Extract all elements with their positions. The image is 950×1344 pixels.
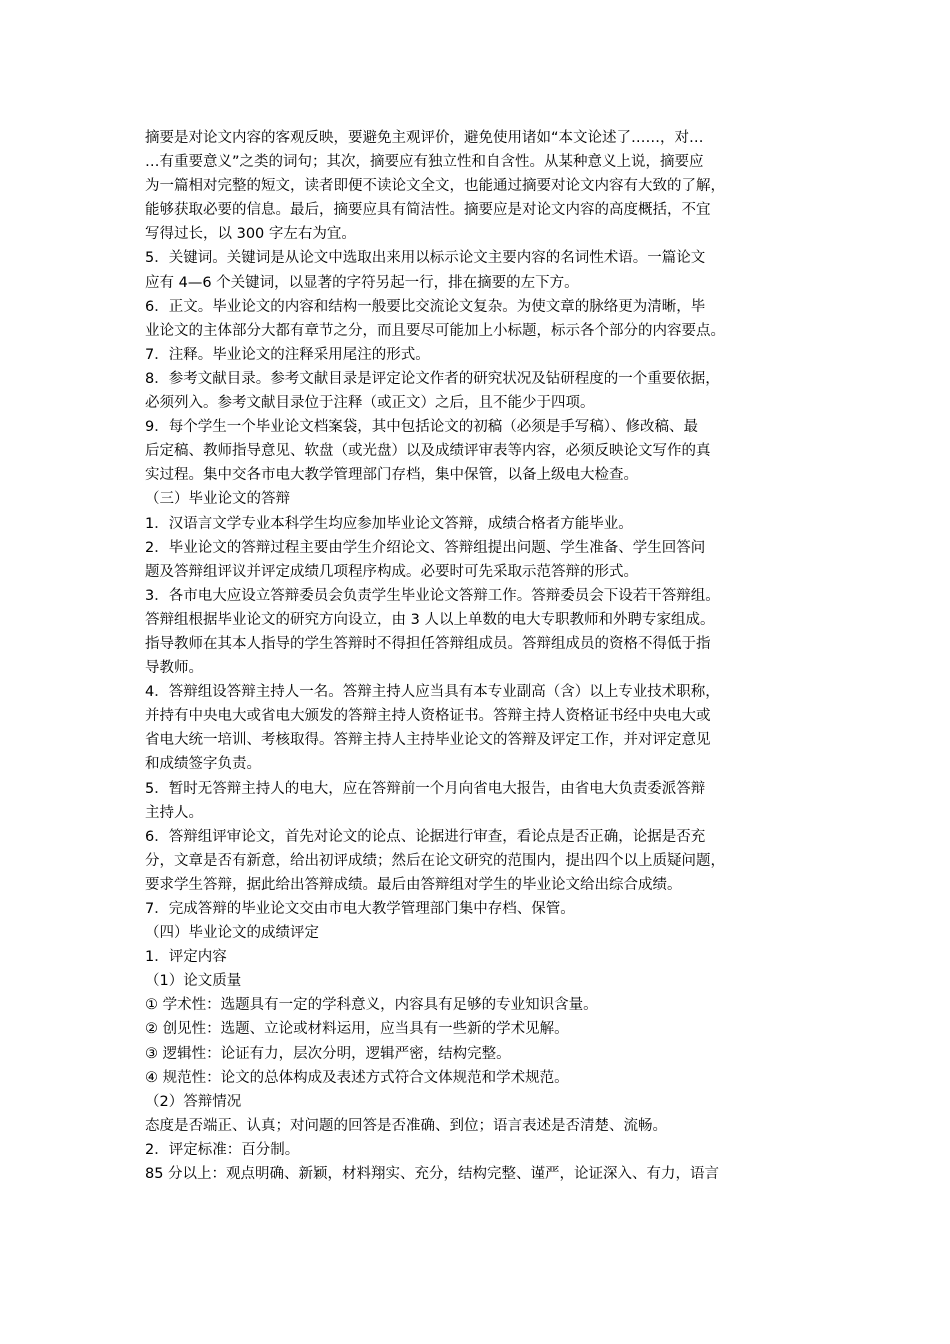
text-line: 2．毕业论文的答辩过程主要由学生介绍论文、答辩组提出问题、学生准备、学生回答问	[145, 539, 706, 556]
text-line: ③ 逻辑性：论证有力，层次分明，逻辑严密，结构完整。	[145, 1045, 511, 1062]
text-line: 7．注释。毕业论文的注释采用尾注的形式。	[145, 346, 430, 363]
text-line: ① 学术性：选题具有一定的学科意义，内容具有足够的专业知识含量。	[145, 997, 598, 1014]
text-line: （2）答辩情况	[145, 1093, 242, 1110]
text-line: （1）论文质量	[145, 973, 242, 990]
text-line: 摘要是对论文内容的客观反映，要避免主观评价，避免使用诸如“本文论述了……，对…	[145, 130, 704, 146]
text-line: 5．暂时无答辩主持人的电大，应在答辩前一个月向省电大报告，由省电大负责委派答辩	[145, 780, 706, 797]
text-line: 6．答辩组评审论文，首先对论文的论点、论据进行审查，看论点是否正确，论据是否充	[145, 828, 706, 845]
text-line: ④ 规范性：论文的总体构成及表述方式符合文体规范和学术规范。	[145, 1069, 569, 1086]
text-line: 1．评定内容	[145, 949, 227, 966]
text-line: 必须列入。参考文献目录位于注释（或正文）之后，且不能少于四项。	[145, 395, 595, 412]
text-line: 实过程。集中交各市电大教学管理部门存档，集中保管，以备上级电大检查。	[145, 467, 638, 484]
text-line: 答辩组根据毕业论文的研究方向设立，由 3 人以上单数的电大专职教师和外聘专家组成。	[145, 611, 715, 628]
text-line: 要求学生答辩，据此给出答辩成绩。最后由答辩组对学生的毕业论文给出综合成绩。	[145, 876, 682, 893]
text-line: 题及答辩组评议并评定成绩几项程序构成。必要时可先采取示范答辩的形式。	[145, 563, 638, 580]
text-line: 指导教师在其本人指导的学生答辩时不得担任答辩组成员。答辩组成员的资格不得低于指	[145, 635, 711, 652]
text-line: 2．评定标准：百分制。	[145, 1141, 300, 1158]
text-line: 和成绩签字负责。	[145, 756, 261, 773]
text-line: 5．关键词。关键词是从论文中选取出来用以标示论文主要内容的名词性术语。一篇论文	[145, 250, 706, 267]
section-heading: （四）毕业论文的成绩评定	[145, 925, 319, 942]
text-line: 9．每个学生一个毕业论文档案袋，其中包括论文的初稿（必须是手写稿）、修改稿、最	[145, 419, 698, 436]
text-line: 业论文的主体部分大都有章节之分，而且要尽可能加上小标题，标示各个部分的内容要点。	[145, 322, 725, 339]
text-line: 能够获取必要的信息。最后，摘要应具有简洁性。摘要应是对论文内容的高度概括，不宜	[145, 202, 711, 219]
document-body	[145, 126, 810, 1186]
text-line: 6．正文。毕业论文的内容和结构一般要比交流论文复杂。为使文章的脉络更为清晰，毕	[145, 298, 706, 315]
text-line: 后定稿、教师指导意见、软盘（或光盘）以及成绩评审表等内容，必须反映论文写作的真	[145, 443, 711, 460]
text-line: 写得过长，以 300 字左右为宜。	[145, 226, 356, 243]
text-line: …有重要意义”之类的词句；其次，摘要应有独立性和自含性。从某种意义上说，摘要应	[145, 154, 704, 171]
text-line: 并持有中央电大或省电大颁发的答辩主持人资格证书。答辩主持人资格证书经中央电大或	[145, 708, 711, 725]
text-line: 应有 4—6 个关键词，以显著的字符另起一行，排在摘要的左下方。	[145, 274, 579, 291]
text-line: 为一篇相对完整的短文，读者即便不读论文全文，也能通过摘要对论文内容有大致的了解，	[145, 178, 725, 195]
text-line: 导教师。	[145, 660, 203, 677]
text-line: 8．参考文献目录。参考文献目录是评定论文作者的研究状况及钻研程度的一个重要依据，	[145, 370, 720, 387]
text-line: 省电大统一培训、考核取得。答辩主持人主持毕业论文的答辩及评定工作，并对评定意见	[145, 732, 711, 749]
section-heading: （三）毕业论文的答辩	[145, 491, 290, 508]
text-line: 4．答辩组设答辩主持人一名。答辩主持人应当具有本专业副高（含）以上专业技术职称，	[145, 684, 720, 701]
text-line: 85 分以上：观点明确、新颖，材料翔实、充分，结构完整、谨严，论证深入、有力，语言	[145, 1166, 720, 1183]
text-line: 主持人。	[145, 804, 203, 821]
text-line: 7．完成答辩的毕业论文交由市电大教学管理部门集中存档、保管。	[145, 901, 575, 917]
text-line: ② 创见性：选题、立论或材料运用，应当具有一些新的学术见解。	[145, 1021, 569, 1038]
text-line: 态度是否端正、认真；对问题的回答是否准确、到位；语言表述是否清楚、流畅。	[145, 1117, 667, 1134]
text-line: 1．汉语言文学专业本科学生均应参加毕业论文答辩，成绩合格者方能毕业。	[145, 515, 633, 532]
text-line: 分，文章是否有新意，给出初评成绩；然后在论文研究的范围内，提出四个以上质疑问题，	[145, 852, 725, 869]
text-line: 3．各市电大应设立答辩委员会负责学生毕业论文答辩工作。答辩委员会下设若干答辩组。	[145, 587, 720, 604]
